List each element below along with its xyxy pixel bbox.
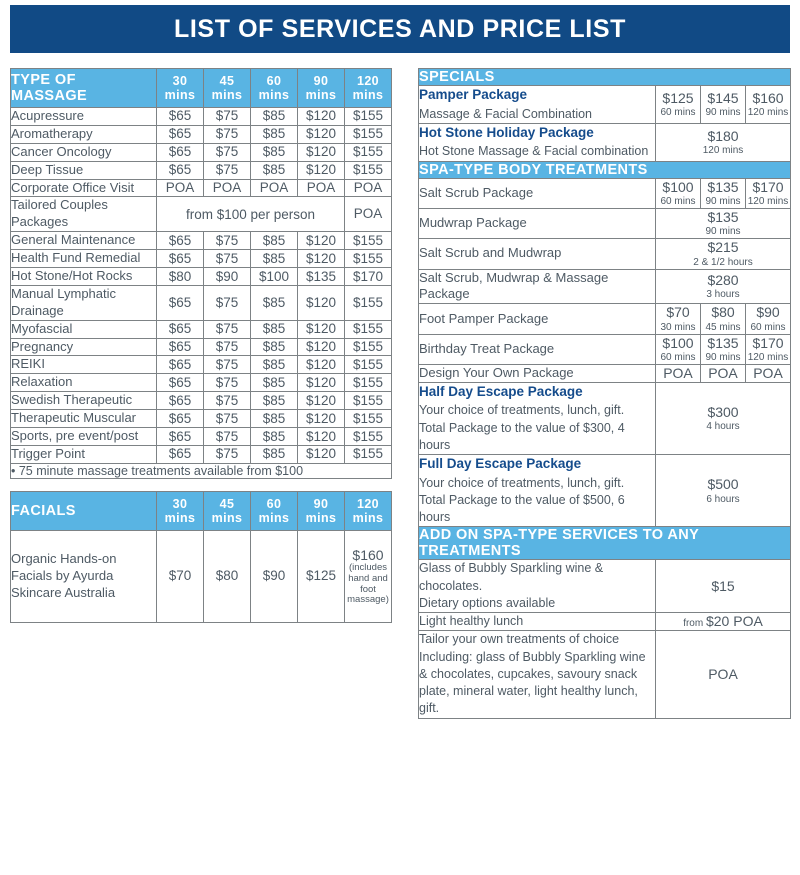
duration-value: 30 [172,496,188,511]
price-amount: $280 [707,271,739,288]
duration-column-header-45 [204,69,251,108]
price-cell: $155 [345,392,392,410]
service-name: Mudwrap Package [419,208,656,238]
price-cell: $120 [298,232,345,250]
price-cell: $120 [298,161,345,179]
price-duration: 120 mins [747,352,789,364]
price-duration: 90 mins [705,226,741,238]
price-amount: $125 [662,89,694,106]
price-amount: $500 [707,476,739,493]
price-cell: $85 [251,232,298,250]
duration-column-header-45 [204,491,251,530]
table-row [419,86,791,124]
price-amount: $15 [711,577,735,594]
price-cell: $120 [298,374,345,392]
service-name: Therapeutic Muscular [11,410,157,428]
price-duration: 4 hours [706,421,740,433]
specials-header-row [419,69,791,86]
table-row [11,392,392,410]
price-cell: $75 [204,374,251,392]
price-cell: $120 [298,285,345,320]
price-cell: $155 [345,108,392,126]
price-amount: $80 [711,304,735,321]
price-cell: $65 [157,428,204,446]
price-duration: 30 mins [660,321,696,333]
duration-unit: mins [164,88,196,102]
price-cell: $65 [157,338,204,356]
addon-description-line2: Dietary options available [419,595,556,610]
price-cell: $120 [298,410,345,428]
price-cell: $85 [251,410,298,428]
price-cell: $120 [298,143,345,161]
price-cell: $75 [204,392,251,410]
price-cell: $155 [345,250,392,268]
price-cell: $70 [157,530,204,622]
table-row [419,364,791,382]
massage-table-header-row [11,69,392,108]
duration-column-header-30 [157,491,204,530]
price-cell: $120 [298,320,345,338]
price-cell: POA [345,197,392,232]
price-cell: $75 [204,125,251,143]
price-cell: $75 [204,445,251,463]
duration-unit: mins [305,88,337,102]
page-title: LIST OF SERVICES AND PRICE LIST [174,14,626,43]
price-cell: $155 [345,320,392,338]
service-name: Organic Hands-on Facials by Ayurda Skincare Australia [11,530,157,622]
price-cell: $65 [157,250,204,268]
price-amount: $100 [662,334,694,351]
price-cell: $170 [345,268,392,286]
duration-unit: mins [211,510,243,525]
price-cell: $155 [345,232,392,250]
service-name: Corporate Office Visit [11,179,157,197]
price-cell: $85 [251,108,298,126]
price-cell: $85 [251,428,298,446]
price-cell [656,631,791,718]
price-cell: $120 [298,338,345,356]
price-cell [656,364,701,382]
merged-price-cell [656,239,791,269]
table-row [11,445,392,463]
price-cell: $155 [345,445,392,463]
service-name: Swedish Therapeutic [11,392,157,410]
price-note: (includes hand and foot massage) [347,562,389,606]
price-cell: $120 [298,108,345,126]
service-name: Salt Scrub, Mudwrap & Massage Package [419,269,656,304]
price-cell: $135 [298,268,345,286]
table-row [419,304,791,334]
price-cell: $125 [298,530,345,622]
price-cell: $155 [345,356,392,374]
price-duration: 6 hours [706,493,740,505]
price-duration: 60 mins [660,107,696,119]
duration-value: 60 [266,74,282,88]
price-amount: $70 [666,304,690,321]
service-name: Cancer Oncology [11,143,157,161]
price-amount: POA [753,365,783,382]
duration-column-header-90 [298,491,345,530]
table-row [11,250,392,268]
price-cell: $75 [204,232,251,250]
price-amount: $180 [707,127,739,144]
table-row [419,613,791,631]
price-cell: $80 [204,530,251,622]
table-row [11,179,392,197]
spa-body-treatments-header-label: SPA-TYPE BODY TREATMENTS [419,161,791,178]
price-cell: $65 [157,161,204,179]
page-title-banner [10,5,790,53]
price-cell: $75 [204,285,251,320]
price-cell: $155 [345,285,392,320]
table-row [11,125,392,143]
service-name [419,86,656,124]
price-duration: 45 mins [705,321,741,333]
price-cell: $155 [345,125,392,143]
price-cell: $85 [251,374,298,392]
price-duration: 2 & 1/2 hours [693,256,753,268]
price-cell: $75 [204,161,251,179]
price-cell: POA [157,179,204,197]
table-row [11,530,392,622]
price-cell: POA [251,179,298,197]
service-name: Tailored Couples Packages [11,197,157,232]
price-cell: $75 [204,320,251,338]
merged-price-cell [656,269,791,304]
package-description-line2: Total Package to the value of $300, 4 hours [419,420,625,452]
service-name: Trigger Point [11,445,157,463]
price-cell: $85 [251,356,298,374]
price-cell: POA [204,179,251,197]
merged-price-note: from $100 per person [157,197,345,232]
table-row [11,410,392,428]
price-cell: POA [298,179,345,197]
price-cell: $85 [251,161,298,179]
price-cell [746,86,791,124]
service-name: Foot Pamper Package [419,304,656,334]
price-amount: $135 [707,208,739,225]
service-name: Design Your Own Package [419,364,656,382]
service-name: Salt Scrub and Mudwrap [419,239,656,269]
price-amount: $215 [707,239,739,256]
addon-description-line1: Light healthy lunch [419,614,524,629]
service-name: Myofascial [11,320,157,338]
duration-unit: mins [258,510,290,525]
price-amount: $90 [756,304,780,321]
table-row [11,108,392,126]
price-cell [701,86,746,124]
price-cell: $100 [251,268,298,286]
price-cell: $120 [298,445,345,463]
package-description-line1: Your choice of treatments, lunch, gift. [419,403,625,418]
price-amount: $20 POA [705,613,763,630]
table-row [11,197,392,232]
price-cell: $90 [251,530,298,622]
duration-column-header-120 [345,69,392,108]
price-duration: 120 mins [702,145,744,157]
add-on-services-header-row [419,527,791,560]
price-cell: $65 [157,108,204,126]
price-cell: $75 [204,356,251,374]
price-cell: POA [345,179,392,197]
duration-value: 90 [313,496,329,511]
duration-unit: mins [352,88,384,102]
price-cell-120 [345,530,392,622]
price-cell [656,334,701,364]
price-cell: $120 [298,428,345,446]
service-name: Hot Stone/Hot Rocks [11,268,157,286]
service-name: REIKI [11,356,157,374]
duration-unit: mins [305,510,337,525]
price-duration: 90 mins [705,107,741,119]
addon-description-line1: Glass of Bubbly Sparkling wine & chocolates. [419,561,604,593]
table-row [11,428,392,446]
massage-price-table [10,68,392,479]
price-cell: $85 [251,392,298,410]
price-cell [746,178,791,208]
price-cell: $65 [157,232,204,250]
price-cell [701,334,746,364]
table-row [419,334,791,364]
price-duration: 120 mins [747,107,789,119]
service-name: Birthday Treat Package [419,334,656,364]
price-duration: 3 hours [706,289,740,301]
price-cell [656,304,701,334]
price-cell: $155 [345,374,392,392]
price-cell: $75 [204,143,251,161]
addon-description-line2: Including: glass of Bubbly Sparkling wine & chocolates, cupcakes, savoury snack plate, mineral water, light healthy lunch, gift. [419,649,646,716]
duration-column-header-90 [298,69,345,108]
price-cell: $90 [204,268,251,286]
price-amount: $170 [752,178,784,195]
price-duration: 60 mins [750,321,786,333]
duration-unit: mins [211,88,243,102]
price-cell [656,613,791,631]
addon-description-line1: Tailor your own treatments of choice [419,632,620,647]
table-row [419,455,791,527]
package-description: Massage & Facial Combination [419,106,592,121]
price-cell: $75 [204,338,251,356]
price-duration: 120 mins [747,196,789,208]
service-name [419,382,656,454]
right-column [418,68,790,719]
add-on-services-header-label: ADD ON SPA-TYPE SERVICES TO ANY TREATMENTS [419,527,791,560]
price-cell: $65 [157,410,204,428]
price-cell: $65 [157,143,204,161]
price-cell: $155 [345,143,392,161]
duration-value: 60 [266,496,282,511]
price-cell: $155 [345,161,392,179]
price-amount: $160 [352,546,384,563]
duration-value: 45 [219,496,235,511]
price-cell: $85 [251,338,298,356]
price-duration: 90 mins [705,196,741,208]
duration-unit: mins [352,510,384,525]
price-cell: $85 [251,143,298,161]
price-amount: POA [708,666,738,683]
package-description-line2: Total Package to the value of $500, 6 hours [419,492,625,525]
merged-price-cell [656,382,791,454]
price-cell [701,364,746,382]
price-amount: $145 [707,89,739,106]
table-row [419,239,791,269]
table-row [11,232,392,250]
duration-column-header-30 [157,69,204,108]
price-cell [701,304,746,334]
price-cell: $75 [204,428,251,446]
duration-column-header-60 [251,69,298,108]
price-cell: $155 [345,428,392,446]
price-amount: POA [708,365,738,382]
price-amount: $135 [707,178,739,195]
price-cell [656,560,791,613]
merged-price-cell [656,123,791,161]
table-row [11,320,392,338]
price-cell: $65 [157,320,204,338]
table-row [11,285,392,320]
table-row [11,268,392,286]
table-row [11,356,392,374]
spa-body-treatments-header-row [419,161,791,178]
table-gap [10,479,391,491]
service-name [419,560,656,613]
price-cell: $120 [298,392,345,410]
price-cell: $65 [157,392,204,410]
price-cell [746,334,791,364]
table-row [419,123,791,161]
duration-unit: mins [164,510,196,525]
price-amount: POA [663,365,693,382]
service-name [419,123,656,161]
price-cell: $75 [204,108,251,126]
price-cell: $155 [345,410,392,428]
price-duration: 60 mins [660,352,696,364]
price-cell [746,304,791,334]
package-title: Pamper Package [419,87,528,102]
left-column [10,68,391,623]
price-duration: 60 mins [660,196,696,208]
price-cell: $65 [157,445,204,463]
service-name [419,455,656,527]
package-description: Hot Stone Massage & Facial combination [419,144,649,159]
price-duration: 90 mins [705,352,741,364]
price-cell [701,178,746,208]
merged-price-cell [656,208,791,238]
service-name: General Maintenance [11,232,157,250]
price-cell: $65 [157,125,204,143]
service-name: Manual Lymphatic Drainage [11,285,157,320]
price-cell: $65 [157,285,204,320]
price-cell: $155 [345,338,392,356]
price-cell: $85 [251,285,298,320]
table-row [11,161,392,179]
service-name [419,631,656,718]
table-row [11,143,392,161]
merged-price-cell [656,455,791,527]
table-row [11,374,392,392]
table-row [419,178,791,208]
service-name [419,613,656,631]
specials-and-packages-table [418,68,791,719]
duration-column-header-60 [251,491,298,530]
facials-price-table [10,491,392,623]
price-cell [746,364,791,382]
price-cell: $80 [157,268,204,286]
table-row [419,560,791,613]
package-title: Full Day Escape Package [419,456,582,472]
duration-value: 30 [172,74,188,88]
price-cell: $75 [204,410,251,428]
package-title: Half Day Escape Package [419,383,583,399]
price-cell: $85 [251,250,298,268]
table-row [419,208,791,238]
massage-footnote: • 75 minute massage treatments available from $100 [11,463,392,478]
price-amount: $100 [662,178,694,195]
price-cell [656,178,701,208]
price-cell: $75 [204,250,251,268]
price-amount: $170 [752,334,784,351]
table-row [419,269,791,304]
duration-value: 120 [356,74,380,88]
duration-unit: mins [258,88,290,102]
package-title: Hot Stone Holiday Package [419,124,594,140]
footnote-row [11,463,392,478]
price-prefix: from [683,618,706,630]
package-description-line1: Your choice of treatments, lunch, gift. [419,475,625,490]
price-amount: $135 [707,334,739,351]
price-cell: $65 [157,356,204,374]
service-name: Acupressure [11,108,157,126]
table-row [11,338,392,356]
price-cell: $120 [298,250,345,268]
facials-table-header-row [11,491,392,530]
service-name: Salt Scrub Package [419,178,656,208]
table-row [419,382,791,454]
price-amount: $160 [752,89,784,106]
duration-value: 90 [313,74,329,88]
specials-header-label: SPECIALS [419,69,791,86]
service-name: Sports, pre event/post [11,428,157,446]
price-amount: $300 [707,403,739,420]
price-cell: $85 [251,320,298,338]
service-name: Health Fund Remedial [11,250,157,268]
price-cell [656,86,701,124]
price-cell: $120 [298,356,345,374]
service-name: Pregnancy [11,338,157,356]
price-cell: $120 [298,125,345,143]
duration-value: 120 [356,496,380,511]
table-row [419,631,791,718]
duration-column-header-120 [345,491,392,530]
service-name: Relaxation [11,374,157,392]
duration-value: 45 [219,74,235,88]
service-name: Deep Tissue [11,161,157,179]
service-name: Aromatherapy [11,125,157,143]
price-cell: $65 [157,374,204,392]
facials-table-header-label: FACIALS [11,491,157,530]
massage-table-header-label: TYPE OF MASSAGE [11,69,157,108]
price-cell: $85 [251,445,298,463]
price-cell: $85 [251,125,298,143]
